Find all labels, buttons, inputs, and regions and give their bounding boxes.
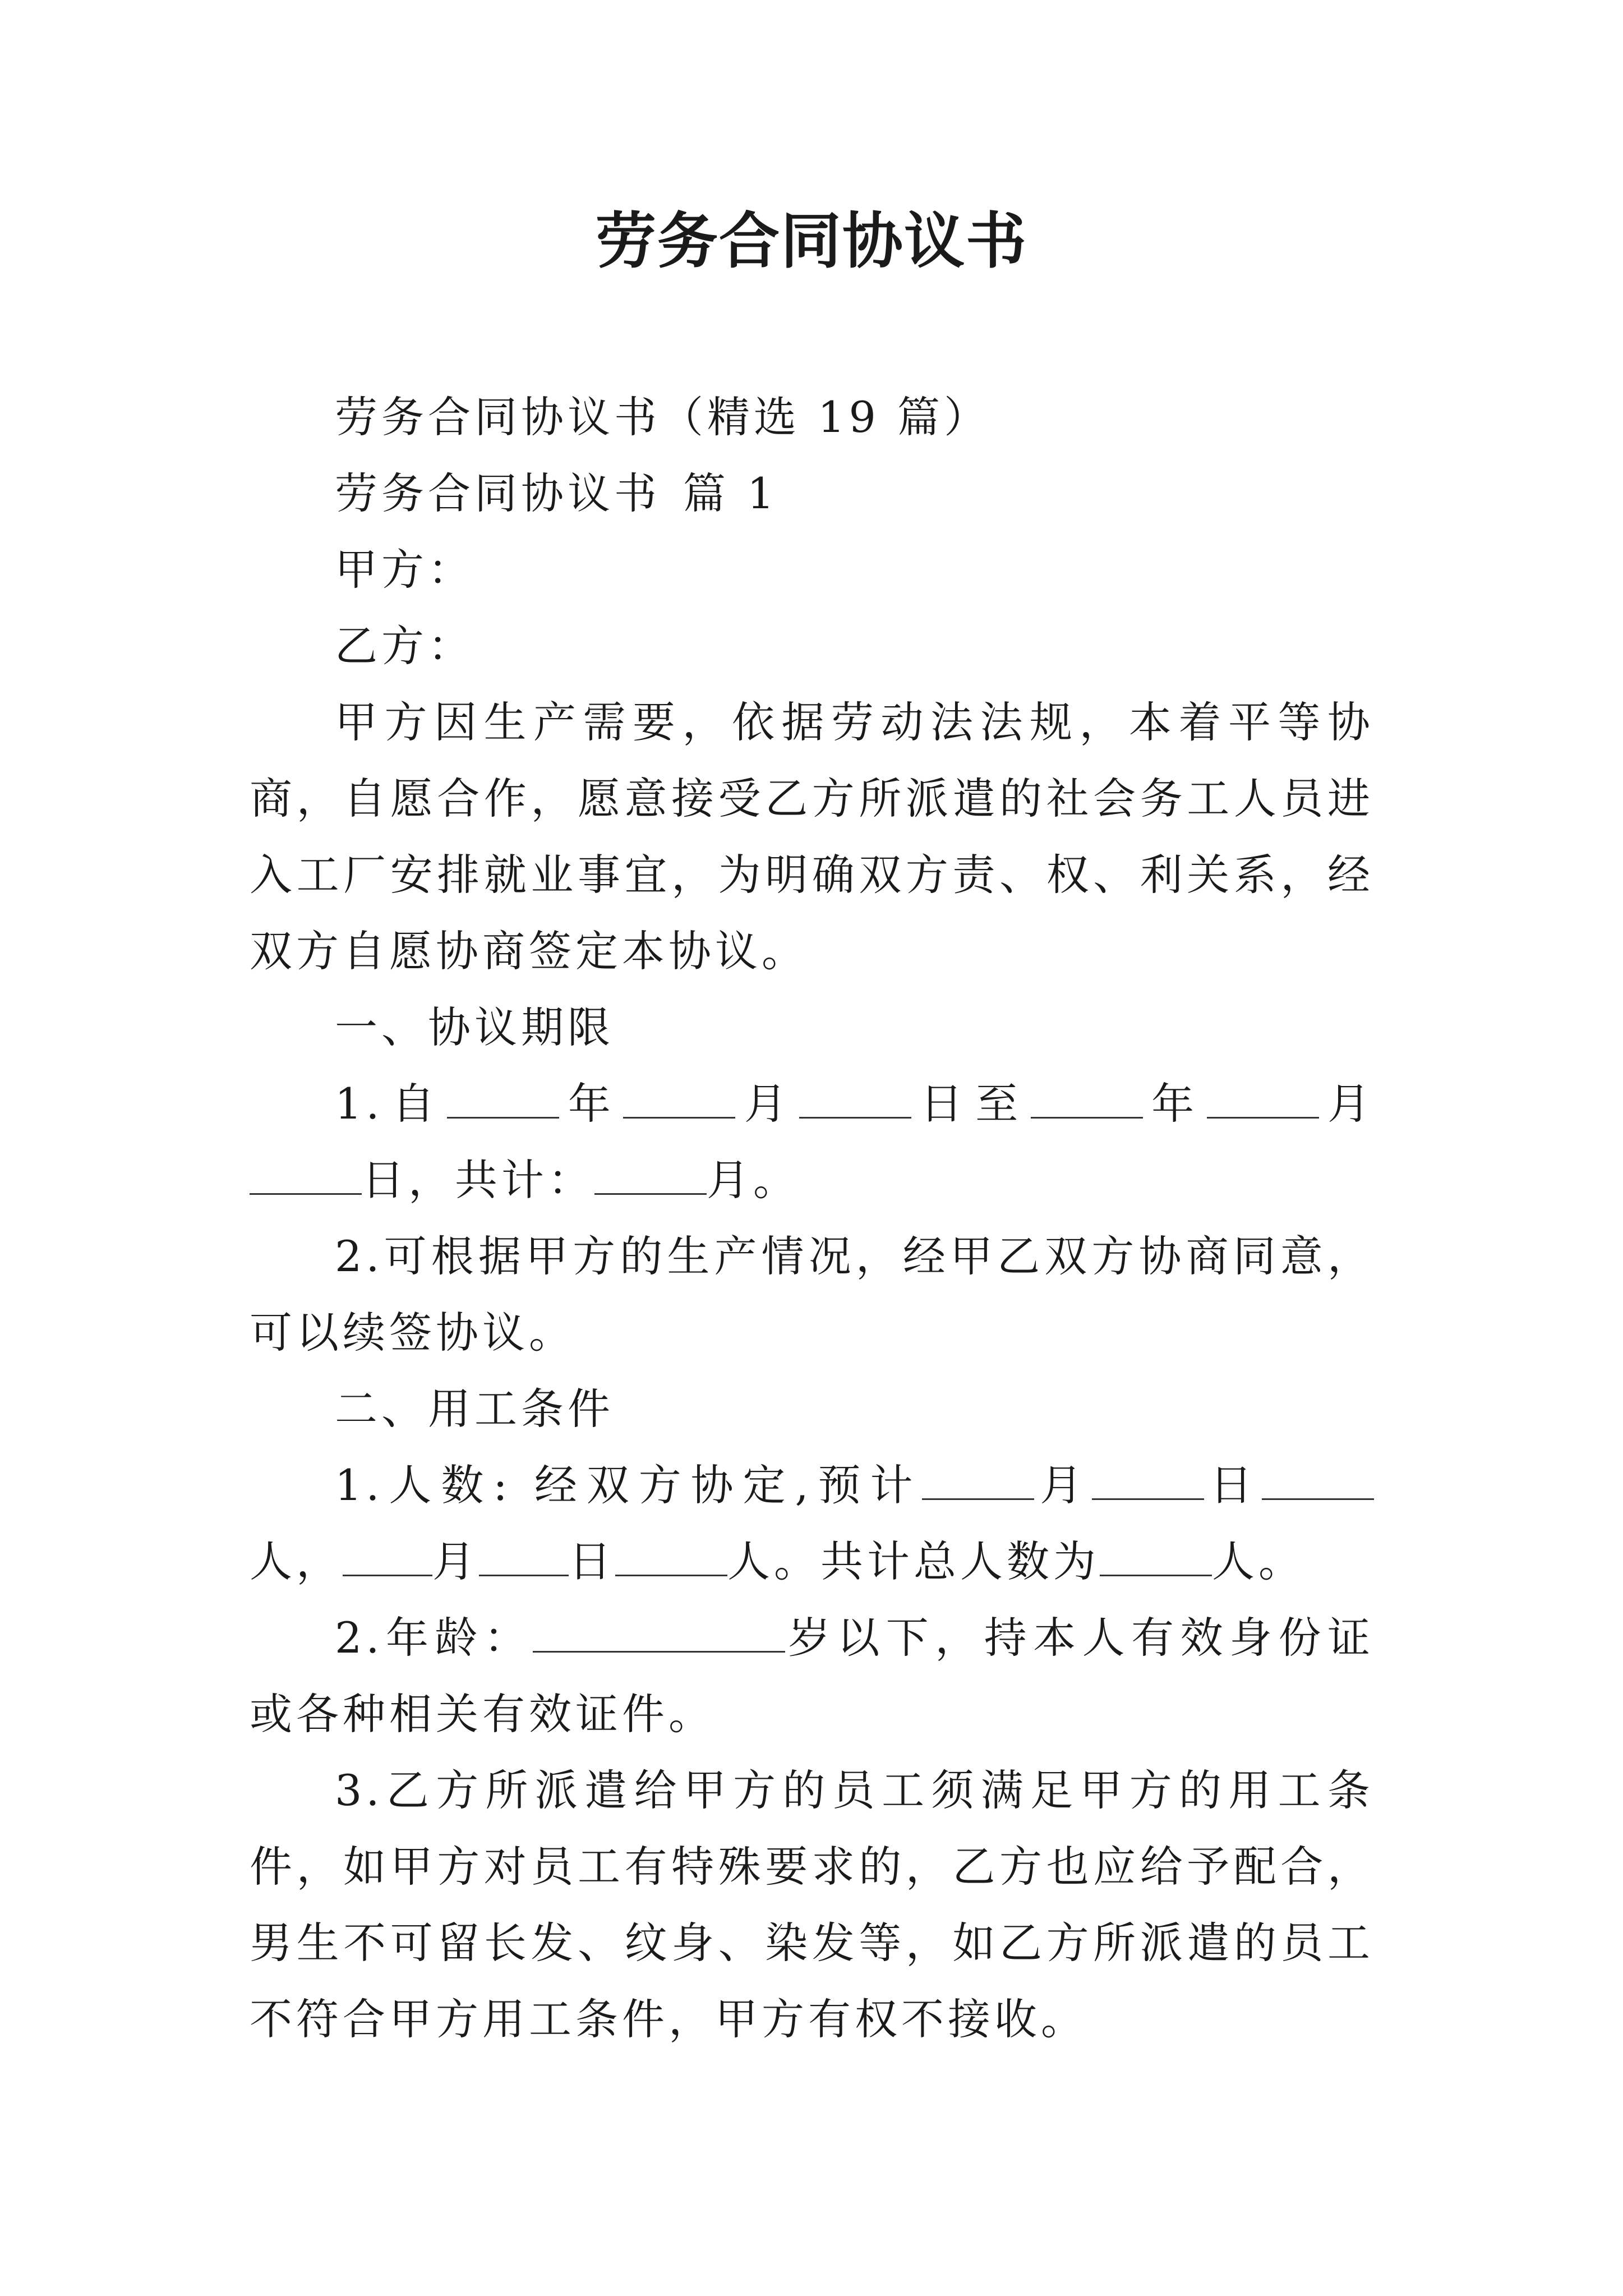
section-1-item-2: 2.可根据甲方的生产情况，经甲乙双方协商同意，可以续签协议。 [250,1231,1374,1358]
document-title: 劳务合同协议书 [595,206,1027,277]
blank-field [533,1612,785,1653]
intro-paragraph: 甲方因生产需要，依据劳动法法规，本着平等协商，自愿合作，愿意接受乙方所派遣的社会务工人员进入工厂安排就业事宜，为明确双方责、权、利关系，经双方自愿协商签定本协议。 [250,697,1374,976]
blank-field [1092,1459,1204,1500]
blank-field [250,1154,362,1195]
month-label: 月 [735,1079,800,1129]
section-2-item-3: 3.乙方所派遣给甲方的员工须满足甲方的用工条件，如甲方对员工有特殊要求的，乙方也应给予配合，男生不可留长发、纹身、染发等，如乙方所派遣的员工不符合甲方用工条件，甲方有权不接收。 [250,1765,1374,2044]
item-suffix: 岁以下，持本人有效身份证或各种相关有效证件。 [250,1613,1375,1739]
blank-field [1262,1459,1374,1500]
blank-field [594,1154,707,1195]
party-b-label: 乙方： [335,621,474,671]
chapter-heading [250,455,1374,532]
month-label: 月 [1034,1460,1092,1510]
blank-field [799,1078,911,1119]
year-label: 年 [559,1079,624,1129]
person-label: 人。共计总人数为 [727,1536,1100,1586]
section-2-item-2 [250,1600,1374,1752]
day-label: 日， [362,1155,455,1205]
chapter-label: 篇 1 [683,468,778,518]
month-label: 月 [1318,1079,1375,1129]
item-prefix: 1.自 [335,1079,448,1129]
blank-field [1207,1078,1319,1119]
party-a-label: 甲方： [335,545,474,595]
document-body [250,379,1374,2058]
section-2-item-1 [250,1447,1374,1600]
total-unit-label: 月。 [707,1155,800,1205]
item-prefix: 2.年龄： [335,1613,533,1663]
year-label: 年 [1142,1079,1207,1129]
blank-field [1100,1535,1212,1576]
person-total-label: 人。 [1212,1536,1305,1586]
subtitle: 劳务合同协议书（精选 19 篇） [335,392,991,442]
total-label: 共计： [455,1155,594,1205]
section-2-heading: 二、用工条件 [335,1384,614,1434]
blank-field [623,1078,735,1119]
blank-field [447,1078,559,1119]
chapter-name: 劳务合同协议书 [335,468,661,518]
blank-field [615,1535,727,1576]
blank-field [1031,1078,1143,1119]
blank-field [343,1535,432,1576]
month-label: 月 [432,1536,479,1586]
blank-field [479,1535,569,1576]
item-prefix: 1.人数: 经双方协定,预计 [335,1460,923,1510]
section-1-item-1 [250,1066,1374,1218]
blank-field [922,1459,1034,1500]
day-label: 日至 [911,1079,1031,1129]
day-label: 日 [569,1536,615,1586]
section-1-heading: 一、协议期限 [335,1002,614,1052]
person-label: 人， [250,1536,343,1586]
day-label: 日 [1204,1460,1262,1510]
